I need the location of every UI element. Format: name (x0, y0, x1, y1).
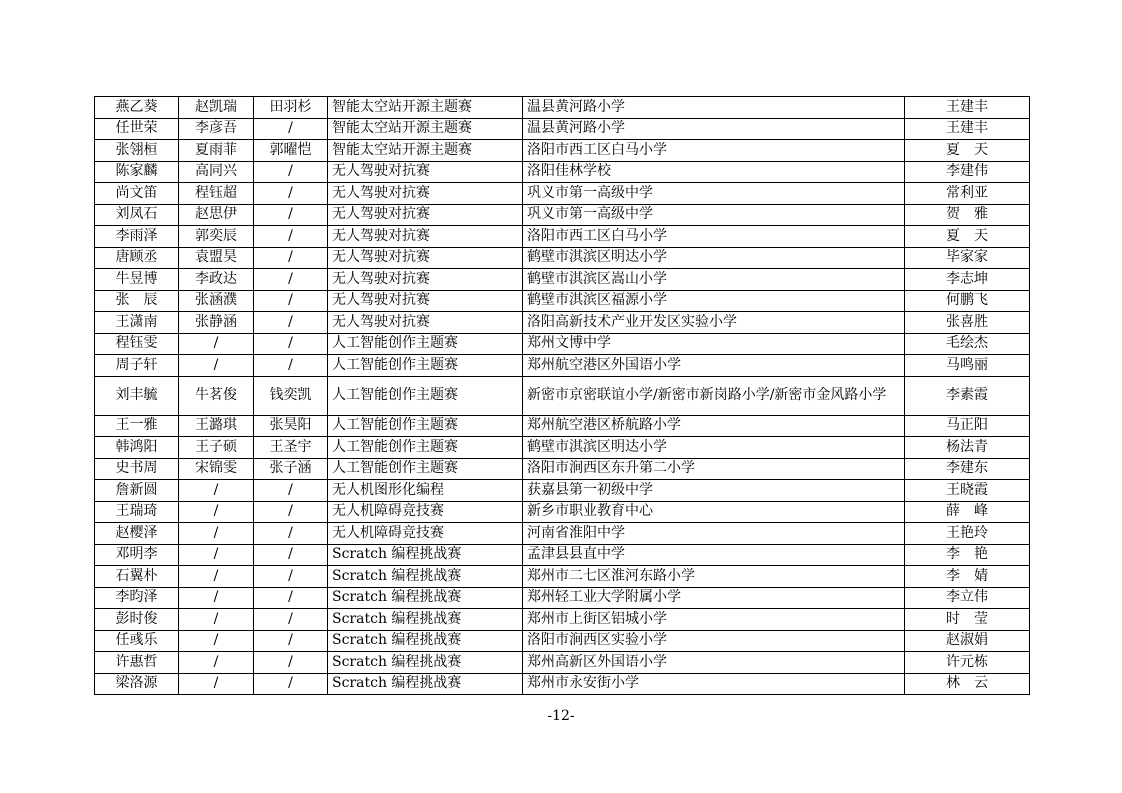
teacher-cell: 马鸣丽 (905, 355, 1030, 377)
table-row (95, 630, 1030, 652)
event-cell: 智能太空站开源主题赛 (328, 118, 523, 140)
member2-cell: 张涵濮 (179, 290, 254, 312)
member3-cell: / (254, 566, 328, 588)
teacher-cell: 王晓霞 (905, 480, 1030, 502)
event-cell: 无人驾驶对抗赛 (328, 247, 523, 269)
member2-cell: / (179, 587, 254, 609)
table-row (95, 226, 1030, 248)
table-row (95, 652, 1030, 674)
member2-cell: / (179, 355, 254, 377)
teacher-cell: 李建伟 (905, 161, 1030, 183)
table-row (95, 333, 1030, 355)
event-cell: 人工智能创作主题赛 (328, 333, 523, 355)
school-cell: 洛阳市涧西区东升第二小学 (523, 458, 905, 480)
table-row (95, 501, 1030, 523)
member2-cell: / (179, 673, 254, 695)
school-cell: 郑州文博中学 (523, 333, 905, 355)
event-cell: 无人驾驶对抗赛 (328, 226, 523, 248)
school-cell: 孟津县县直中学 (523, 544, 905, 566)
member3-cell: 张昊阳 (254, 415, 328, 437)
student-name-cell: 彭时俊 (95, 609, 179, 631)
event-cell: Scratch 编程挑战赛 (328, 673, 523, 695)
member3-cell: / (254, 269, 328, 291)
event-cell: 无人机图形化编程 (328, 480, 523, 502)
table-row (95, 97, 1030, 119)
school-cell: 鹤壁市淇滨区明达小学 (523, 437, 905, 459)
member2-cell: 程钰超 (179, 183, 254, 205)
member2-cell: 郭奕辰 (179, 226, 254, 248)
school-cell: 郑州航空港区外国语小学 (523, 355, 905, 377)
student-name-cell: 周子轩 (95, 355, 179, 377)
school-cell: 洛阳高新技术产业开发区实验小学 (523, 312, 905, 334)
table-row (95, 183, 1030, 205)
table-row (95, 673, 1030, 695)
school-cell: 河南省淮阳中学 (523, 523, 905, 545)
teacher-cell: 李 艳 (905, 544, 1030, 566)
student-name-cell: 梁洛源 (95, 673, 179, 695)
school-cell: 温县黄河路小学 (523, 97, 905, 119)
event-cell: Scratch 编程挑战赛 (328, 544, 523, 566)
member2-cell: 宋锦雯 (179, 458, 254, 480)
table-row (95, 566, 1030, 588)
teacher-cell: 林 云 (905, 673, 1030, 695)
event-cell: 无人驾驶对抗赛 (328, 269, 523, 291)
member2-cell: / (179, 501, 254, 523)
event-cell: 无人驾驶对抗赛 (328, 161, 523, 183)
student-name-cell: 王一雅 (95, 415, 179, 437)
event-cell: Scratch 编程挑战赛 (328, 587, 523, 609)
member3-cell: / (254, 290, 328, 312)
member2-cell: 张静涵 (179, 312, 254, 334)
member3-cell: / (254, 226, 328, 248)
student-name-cell: 唐顾丞 (95, 247, 179, 269)
teacher-cell: 许元栋 (905, 652, 1030, 674)
member2-cell: 李政达 (179, 269, 254, 291)
table-row (95, 290, 1030, 312)
student-name-cell: 王瑞琦 (95, 501, 179, 523)
member2-cell: / (179, 566, 254, 588)
teacher-cell: 夏 天 (905, 140, 1030, 162)
member3-cell: / (254, 501, 328, 523)
student-name-cell: 陈家麟 (95, 161, 179, 183)
member3-cell: / (254, 204, 328, 226)
teacher-cell: 夏 天 (905, 226, 1030, 248)
school-cell: 洛阳市涧西区实验小学 (523, 630, 905, 652)
table-row (95, 587, 1030, 609)
event-cell: 无人驾驶对抗赛 (328, 204, 523, 226)
member3-cell: / (254, 523, 328, 545)
member3-cell: 王圣宇 (254, 437, 328, 459)
event-cell: 无人驾驶对抗赛 (328, 290, 523, 312)
table-row (95, 269, 1030, 291)
teacher-cell: 赵淑娟 (905, 630, 1030, 652)
event-cell: Scratch 编程挑战赛 (328, 609, 523, 631)
member2-cell: 李彦吾 (179, 118, 254, 140)
member2-cell: / (179, 523, 254, 545)
member3-cell: 郭曜恺 (254, 140, 328, 162)
member3-cell: / (254, 161, 328, 183)
teacher-cell: 李志坤 (905, 269, 1030, 291)
table-row (95, 312, 1030, 334)
member3-cell: / (254, 333, 328, 355)
table-row (95, 204, 1030, 226)
student-name-cell: 詹新圆 (95, 480, 179, 502)
member3-cell: / (254, 630, 328, 652)
student-name-cell: 石翼朴 (95, 566, 179, 588)
event-cell: 智能太空站开源主题赛 (328, 97, 523, 119)
teacher-cell: 李建东 (905, 458, 1030, 480)
school-cell: 巩义市第一高级中学 (523, 183, 905, 205)
student-name-cell: 任彧乐 (95, 630, 179, 652)
school-cell: 郑州航空港区桥航路小学 (523, 415, 905, 437)
student-name-cell: 张 辰 (95, 290, 179, 312)
school-cell: 郑州市二七区淮河东路小学 (523, 566, 905, 588)
table-body (95, 97, 1030, 695)
event-cell: 智能太空站开源主题赛 (328, 140, 523, 162)
member3-cell: / (254, 355, 328, 377)
teacher-cell: 常利亚 (905, 183, 1030, 205)
teacher-cell: 时 莹 (905, 609, 1030, 631)
member2-cell: / (179, 333, 254, 355)
table-row (95, 140, 1030, 162)
page-number: -12- (547, 708, 575, 724)
school-cell: 洛阳市西工区白马小学 (523, 140, 905, 162)
teacher-cell: 王建丰 (905, 118, 1030, 140)
member2-cell: / (179, 480, 254, 502)
student-name-cell: 刘丰毓 (95, 376, 179, 415)
school-cell: 洛阳市西工区白马小学 (523, 226, 905, 248)
table-row (95, 458, 1030, 480)
member3-cell: / (254, 544, 328, 566)
student-name-cell: 邓明李 (95, 544, 179, 566)
school-cell: 郑州市上街区铝城小学 (523, 609, 905, 631)
school-cell: 鹤壁市淇滨区明达小学 (523, 247, 905, 269)
table-row (95, 523, 1030, 545)
teacher-cell: 王艳玲 (905, 523, 1030, 545)
teacher-cell: 何鹏飞 (905, 290, 1030, 312)
member3-cell: / (254, 247, 328, 269)
member3-cell: 钱奕凯 (254, 376, 328, 415)
member3-cell: 张子涵 (254, 458, 328, 480)
table-row (95, 480, 1030, 502)
teacher-cell: 李 婧 (905, 566, 1030, 588)
teacher-cell: 马正阳 (905, 415, 1030, 437)
student-name-cell: 赵樱泽 (95, 523, 179, 545)
event-cell: 人工智能创作主题赛 (328, 437, 523, 459)
student-name-cell: 尚文笛 (95, 183, 179, 205)
school-cell: 新密市京密联谊小学/新密市新岗路小学/新密市金风路小学 (523, 376, 905, 415)
table-row (95, 609, 1030, 631)
school-cell: 郑州市永安街小学 (523, 673, 905, 695)
member2-cell: 王潞琪 (179, 415, 254, 437)
student-name-cell: 韩鸿阳 (95, 437, 179, 459)
member2-cell: / (179, 652, 254, 674)
event-cell: 人工智能创作主题赛 (328, 458, 523, 480)
teacher-cell: 毛绘杰 (905, 333, 1030, 355)
teacher-cell: 贺 雅 (905, 204, 1030, 226)
teacher-cell: 李素霞 (905, 376, 1030, 415)
event-cell: 无人机障碍竞技赛 (328, 501, 523, 523)
table-row (95, 355, 1030, 377)
student-name-cell: 许惠哲 (95, 652, 179, 674)
event-cell: Scratch 编程挑战赛 (328, 630, 523, 652)
member3-cell: / (254, 118, 328, 140)
member3-cell: / (254, 480, 328, 502)
member2-cell: 夏雨菲 (179, 140, 254, 162)
member3-cell: / (254, 652, 328, 674)
teacher-cell: 薛 峰 (905, 501, 1030, 523)
student-name-cell: 任世荣 (95, 118, 179, 140)
school-cell: 新乡市职业教育中心 (523, 501, 905, 523)
table-row (95, 118, 1030, 140)
school-cell: 鹤壁市淇滨区福源小学 (523, 290, 905, 312)
member3-cell: / (254, 183, 328, 205)
school-cell: 温县黄河路小学 (523, 118, 905, 140)
teacher-cell: 毕家家 (905, 247, 1030, 269)
school-cell: 鹤壁市淇滨区嵩山小学 (523, 269, 905, 291)
school-cell: 巩义市第一高级中学 (523, 204, 905, 226)
event-cell: 无人机障碍竞技赛 (328, 523, 523, 545)
member3-cell: / (254, 673, 328, 695)
student-name-cell: 牛昱博 (95, 269, 179, 291)
member2-cell: / (179, 609, 254, 631)
member2-cell: 牛茗俊 (179, 376, 254, 415)
event-cell: 人工智能创作主题赛 (328, 355, 523, 377)
member2-cell: 袁盟昊 (179, 247, 254, 269)
event-cell: 无人驾驶对抗赛 (328, 183, 523, 205)
member2-cell: 赵凯瑞 (179, 97, 254, 119)
member3-cell: / (254, 587, 328, 609)
member2-cell: / (179, 630, 254, 652)
student-name-cell: 燕乙葵 (95, 97, 179, 119)
student-name-cell: 李昀泽 (95, 587, 179, 609)
member3-cell: / (254, 609, 328, 631)
student-name-cell: 程钰雯 (95, 333, 179, 355)
student-name-cell: 刘凤石 (95, 204, 179, 226)
award-table (94, 96, 1030, 695)
school-cell: 郑州高新区外国语小学 (523, 652, 905, 674)
table-row (95, 161, 1030, 183)
table-row (95, 376, 1030, 415)
student-name-cell: 王潇南 (95, 312, 179, 334)
teacher-cell: 李立伟 (905, 587, 1030, 609)
event-cell: Scratch 编程挑战赛 (328, 652, 523, 674)
member2-cell: / (179, 544, 254, 566)
event-cell: Scratch 编程挑战赛 (328, 566, 523, 588)
teacher-cell: 王建丰 (905, 97, 1030, 119)
student-name-cell: 史书周 (95, 458, 179, 480)
member2-cell: 王子硕 (179, 437, 254, 459)
event-cell: 人工智能创作主题赛 (328, 415, 523, 437)
table-row (95, 437, 1030, 459)
member3-cell: 田羽杉 (254, 97, 328, 119)
teacher-cell: 杨法青 (905, 437, 1030, 459)
school-cell: 获嘉县第一初级中学 (523, 480, 905, 502)
member3-cell: / (254, 312, 328, 334)
school-cell: 郑州轻工业大学附属小学 (523, 587, 905, 609)
teacher-cell: 张喜胜 (905, 312, 1030, 334)
table-row (95, 544, 1030, 566)
member2-cell: 高同兴 (179, 161, 254, 183)
student-name-cell: 李雨泽 (95, 226, 179, 248)
school-cell: 洛阳佳林学校 (523, 161, 905, 183)
table-row (95, 415, 1030, 437)
event-cell: 人工智能创作主题赛 (328, 376, 523, 415)
table-row (95, 247, 1030, 269)
event-cell: 无人驾驶对抗赛 (328, 312, 523, 334)
member2-cell: 赵思伊 (179, 204, 254, 226)
student-name-cell: 张翎桓 (95, 140, 179, 162)
